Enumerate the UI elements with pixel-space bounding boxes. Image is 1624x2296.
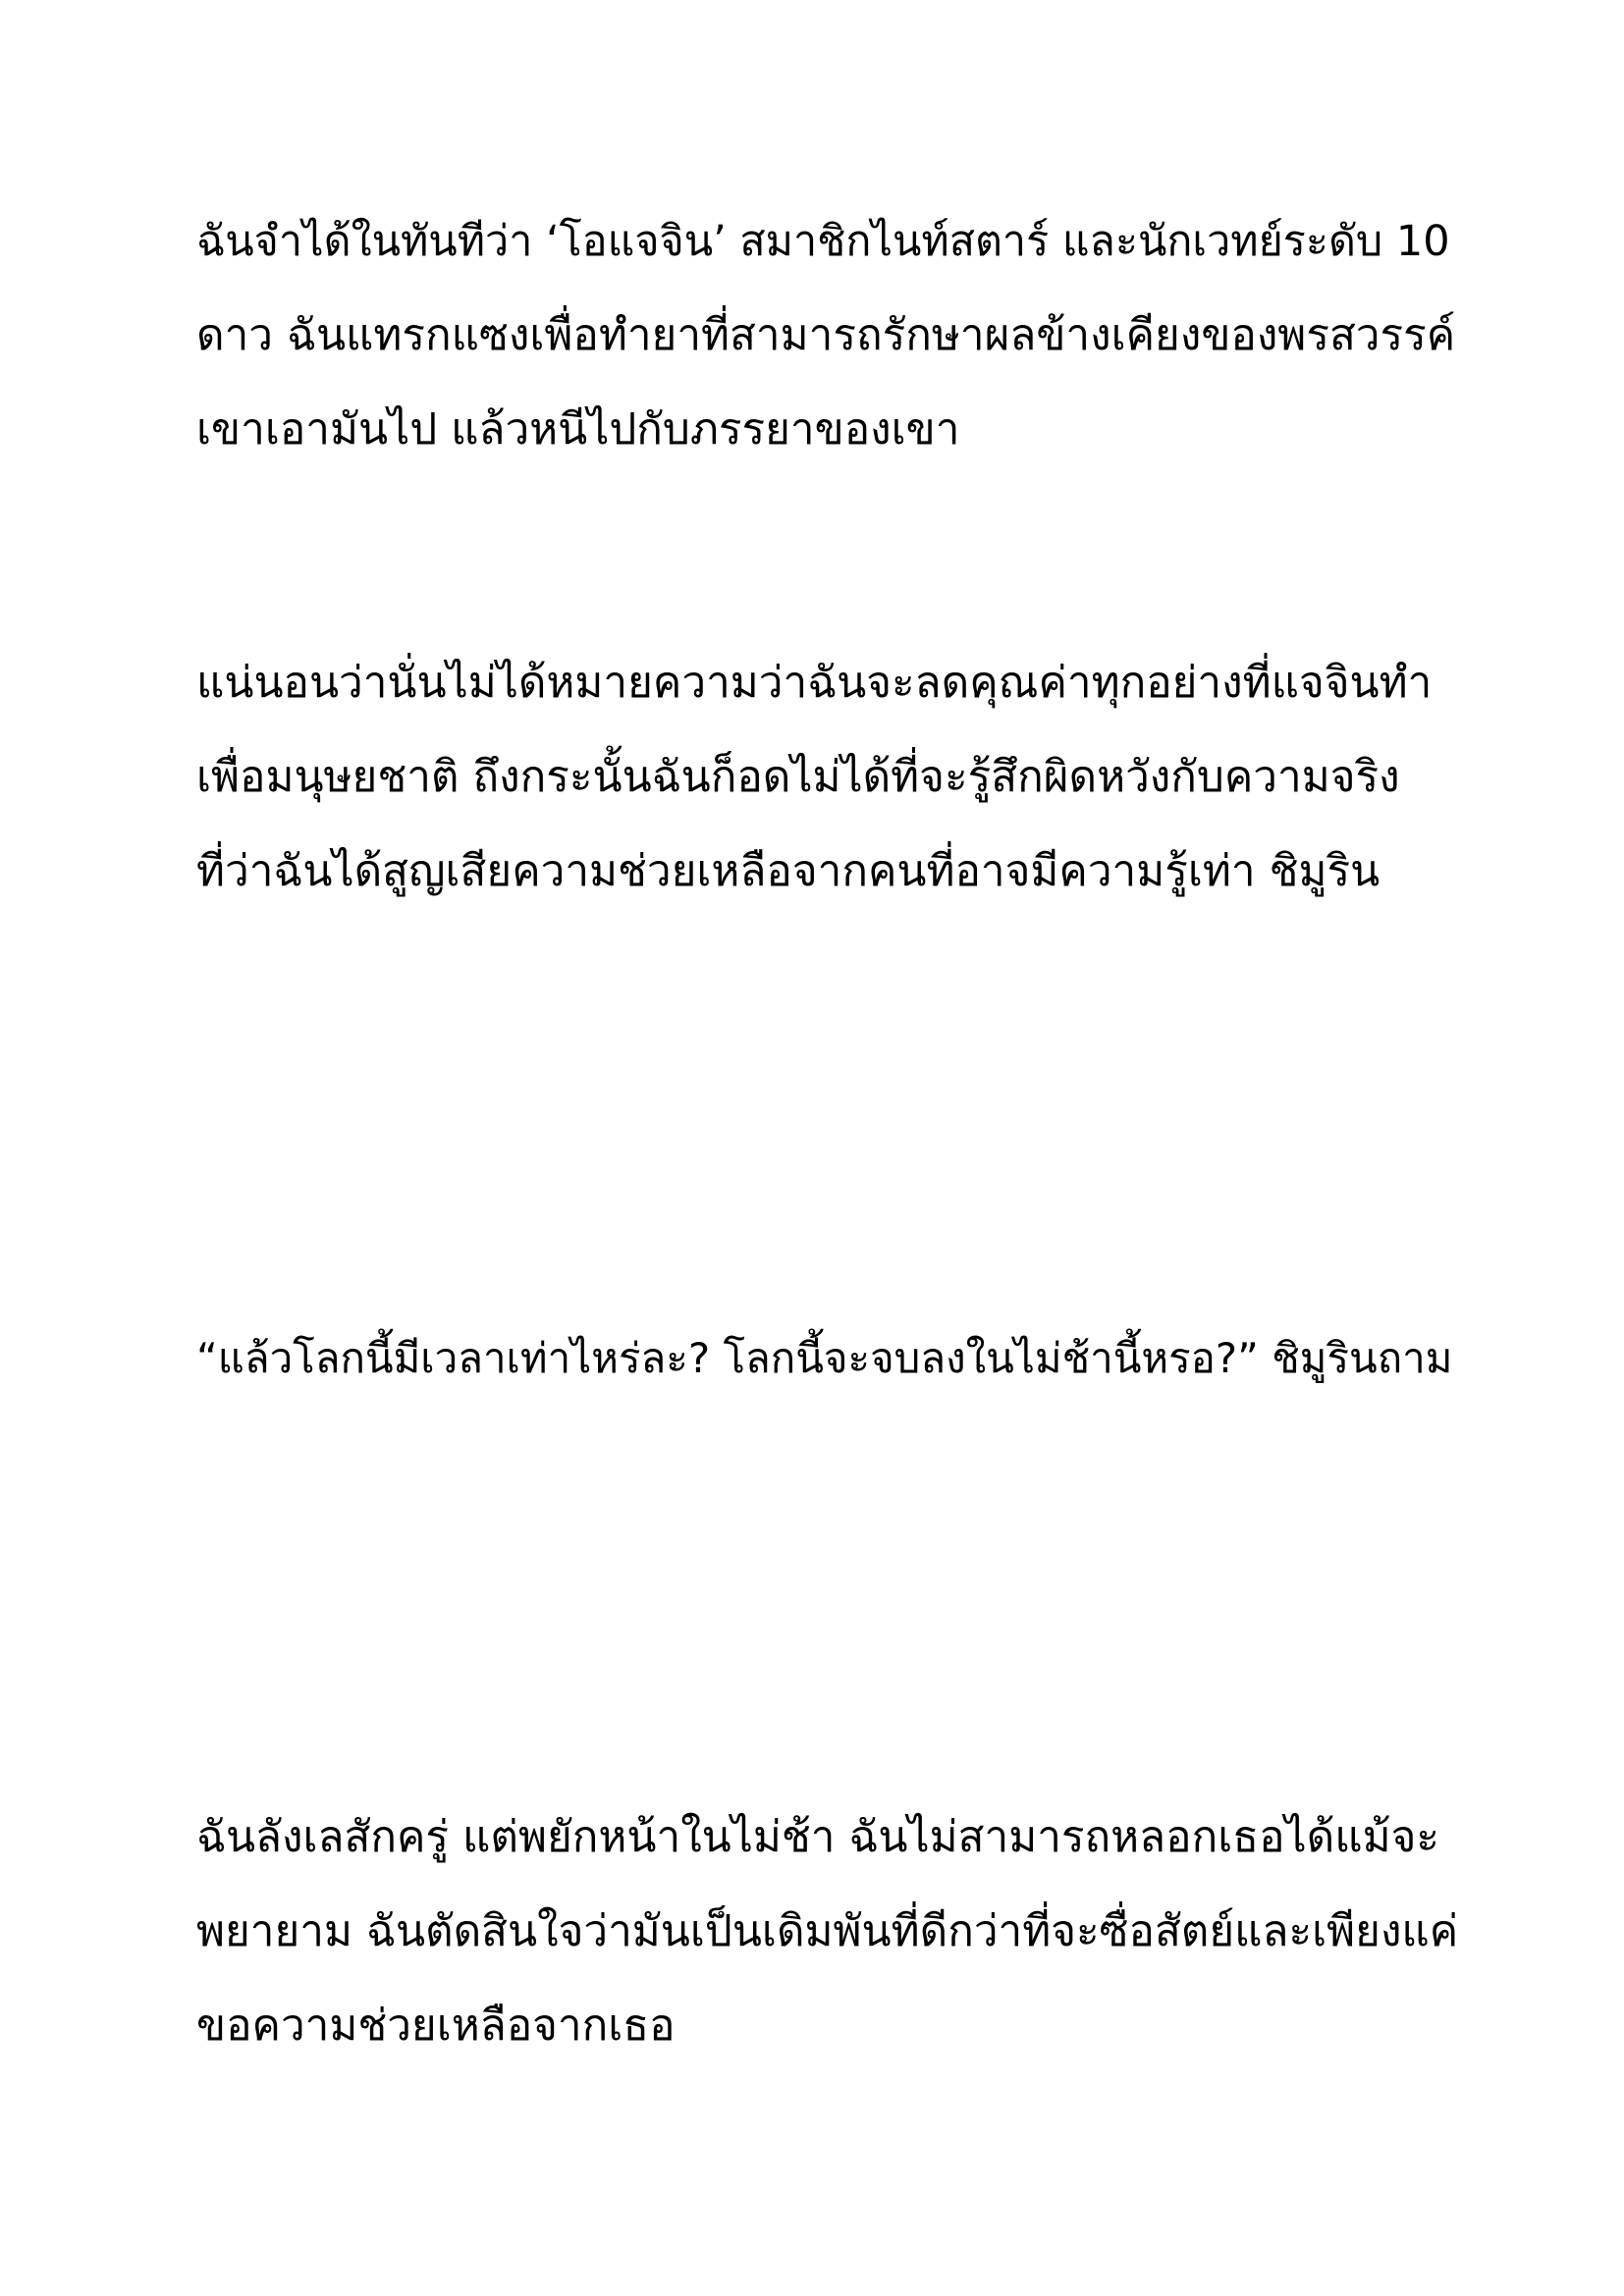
paragraph-line: ดาว ฉันแทรกแซงเพื่อทำยาที่สามารถรักษาผลข้างเคียงของพรสวรรค์ (196, 310, 1456, 360)
paragraph-line: เขาเอามันไป แล้วหนีไปกับภรรยาของเขา (196, 404, 960, 454)
paragraph-line: “แล้วโลกนี้มีเวลาเท่าไหร่ละ? โลกนี้จะจบลงในไม่ช้านี้หรอ?” ชิมูรินถาม (196, 1334, 1453, 1382)
paragraph-4 (196, 1790, 1473, 2073)
paragraph-line: ฉันจำได้ในทันทีว่า ‘โอแจจิน’ สมาชิกไนท์สตาร์ และนักเวทย์ระดับ 10 (196, 217, 1450, 266)
paragraph-line: แน่นอนว่านั่นไม่ได้หมายความว่าฉันจะลดคุณค่าทุกอย่างที่แจจินทำ (196, 658, 1433, 708)
paragraph-line: ขอความช่วยเหลือจากเธอ (196, 2001, 676, 2051)
paragraph-line: ที่ว่าฉันได้สูญเสียความช่วยเหลือจากคนที่อาจมีความรู้เท่า ชิมูริน (196, 846, 1380, 896)
paragraph-line: พยายาม ฉันตัดสินใจว่ามันเป็นเดิมพันที่ดีกว่าที่จะซื่อสัตย์และเพียงแค่ (196, 1906, 1459, 1956)
paragraph-line: เพื่อมนุษยชาติ ถึงกระนั้นฉันก็อดไม่ได้ที่จะรู้สึกผิดหวังกับความจริง (196, 752, 1400, 802)
paragraph-3-dialogue (196, 1311, 1473, 1406)
paragraph-1 (196, 194, 1473, 477)
paragraph-2 (196, 636, 1473, 919)
paragraph-line: ฉันลังเลสักครู่ แต่พยักหน้าในไม่ช้า ฉันไม่สามารถหลอกเธอได้แม้จะ (196, 1812, 1440, 1862)
